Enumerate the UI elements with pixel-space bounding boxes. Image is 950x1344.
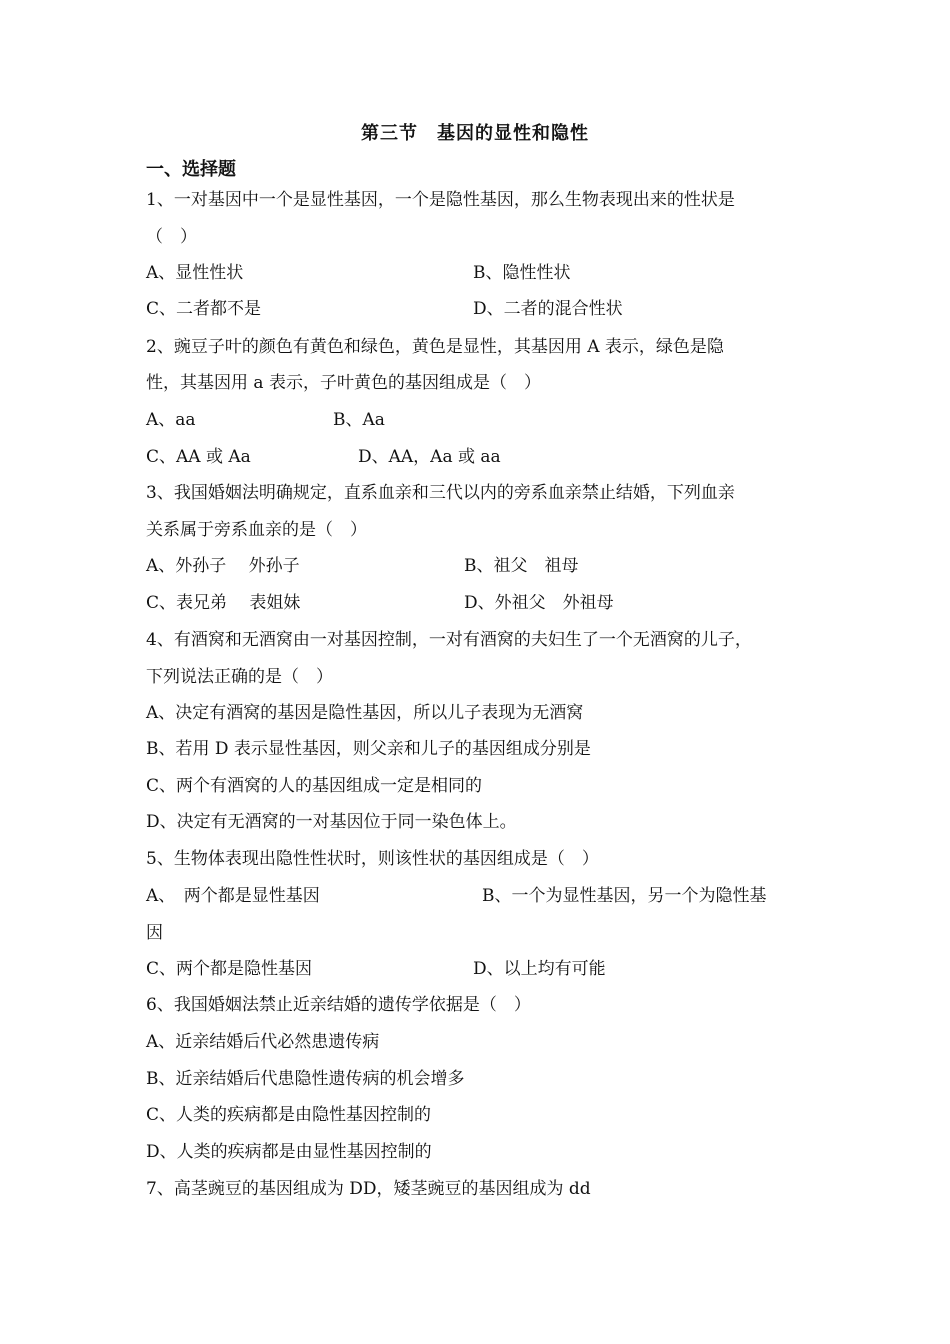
question-1-stem: 1、一对基因中一个是显性基因，一个是隐性基因，那么生物表现出来的性状是 bbox=[146, 190, 735, 210]
question-3-option-d: D、外祖父 外祖母 bbox=[464, 593, 614, 613]
question-4-option-d: D、决定有无酒窝的一对基因位于同一染色体上。 bbox=[146, 812, 517, 832]
question-6-stem: 6、我国婚姻法禁止近亲结婚的遗传学依据是（ ） bbox=[146, 995, 531, 1015]
question-4-option-c: C、两个有酒窝的人的基因组成一定是相同的 bbox=[146, 776, 483, 796]
question-5-option-c: C、两个都是隐性基因 bbox=[146, 959, 313, 979]
question-2-option-a: A、aa bbox=[146, 410, 196, 430]
section-heading: 一、选择题 bbox=[146, 159, 236, 180]
question-2-stem-cont: 性，其基因用 a 表示，子叶黄色的基因组成是（ ） bbox=[146, 373, 541, 393]
question-3-option-c: C、表兄弟 表姐妹 bbox=[146, 593, 301, 613]
question-1-option-c: C、二者都不是 bbox=[146, 299, 262, 319]
question-3-stem-cont: 关系属于旁系血亲的是（ ） bbox=[146, 520, 367, 540]
question-5-option-d: D、以上均有可能 bbox=[473, 959, 606, 979]
question-5-stem: 5、生物体表现出隐性性状时，则该性状的基因组成是（ ） bbox=[146, 849, 599, 869]
question-2-option-c: C、AA 或 Aa bbox=[146, 447, 251, 467]
question-3-option-b: B、祖父 祖母 bbox=[464, 556, 579, 576]
question-5-option-b: B、一个为显性基因，另一个为隐性基 bbox=[482, 886, 767, 906]
question-4-option-a: A、决定有酒窝的基因是隐性基因，所以儿子表现为无酒窝 bbox=[146, 703, 584, 723]
question-6-option-b: B、近亲结婚后代患隐性遗传病的机会增多 bbox=[146, 1069, 465, 1089]
question-3-option-a: A、外孙子 外孙子 bbox=[146, 556, 300, 576]
question-5-option-a: A、 两个都是显性基因 bbox=[146, 886, 320, 906]
question-3-stem: 3、我国婚姻法明确规定，直系血亲和三代以内的旁系血亲禁止结婚，下列血亲 bbox=[146, 483, 735, 503]
question-4-stem: 4、有酒窝和无酒窝由一对基因控制，一对有酒窝的夫妇生了一个无酒窝的儿子， bbox=[146, 630, 752, 650]
page-title: 第三节 基因的显性和隐性 bbox=[361, 123, 589, 144]
question-7-stem: 7、高茎豌豆的基因组成为 DD，矮茎豌豆的基因组成为 dd bbox=[146, 1179, 591, 1199]
question-6-option-d: D、人类的疾病都是由显性基因控制的 bbox=[146, 1142, 432, 1162]
question-2-option-b: B、Aa bbox=[333, 410, 385, 430]
question-1-option-b: B、隐性性状 bbox=[473, 263, 571, 283]
question-4-stem-cont: 下列说法正确的是（ ） bbox=[146, 667, 333, 687]
question-6-option-a: A、近亲结婚后代必然患遗传病 bbox=[146, 1032, 380, 1052]
question-1-stem-cont: （ ） bbox=[146, 227, 197, 247]
question-4-option-b: B、若用 D 表示显性基因，则父亲和儿子的基因组成分别是 bbox=[146, 739, 591, 759]
question-5-option-b-cont: 因 bbox=[146, 923, 163, 943]
question-2-option-d: D、AA，Aa 或 aa bbox=[358, 447, 501, 467]
question-6-option-c: C、人类的疾病都是由隐性基因控制的 bbox=[146, 1105, 432, 1125]
question-2-stem: 2、豌豆子叶的颜色有黄色和绿色，黄色是显性，其基因用 A 表示，绿色是隐 bbox=[146, 337, 724, 357]
question-1-option-a: A、显性性状 bbox=[146, 263, 244, 283]
question-1-option-d: D、二者的混合性状 bbox=[473, 299, 623, 319]
